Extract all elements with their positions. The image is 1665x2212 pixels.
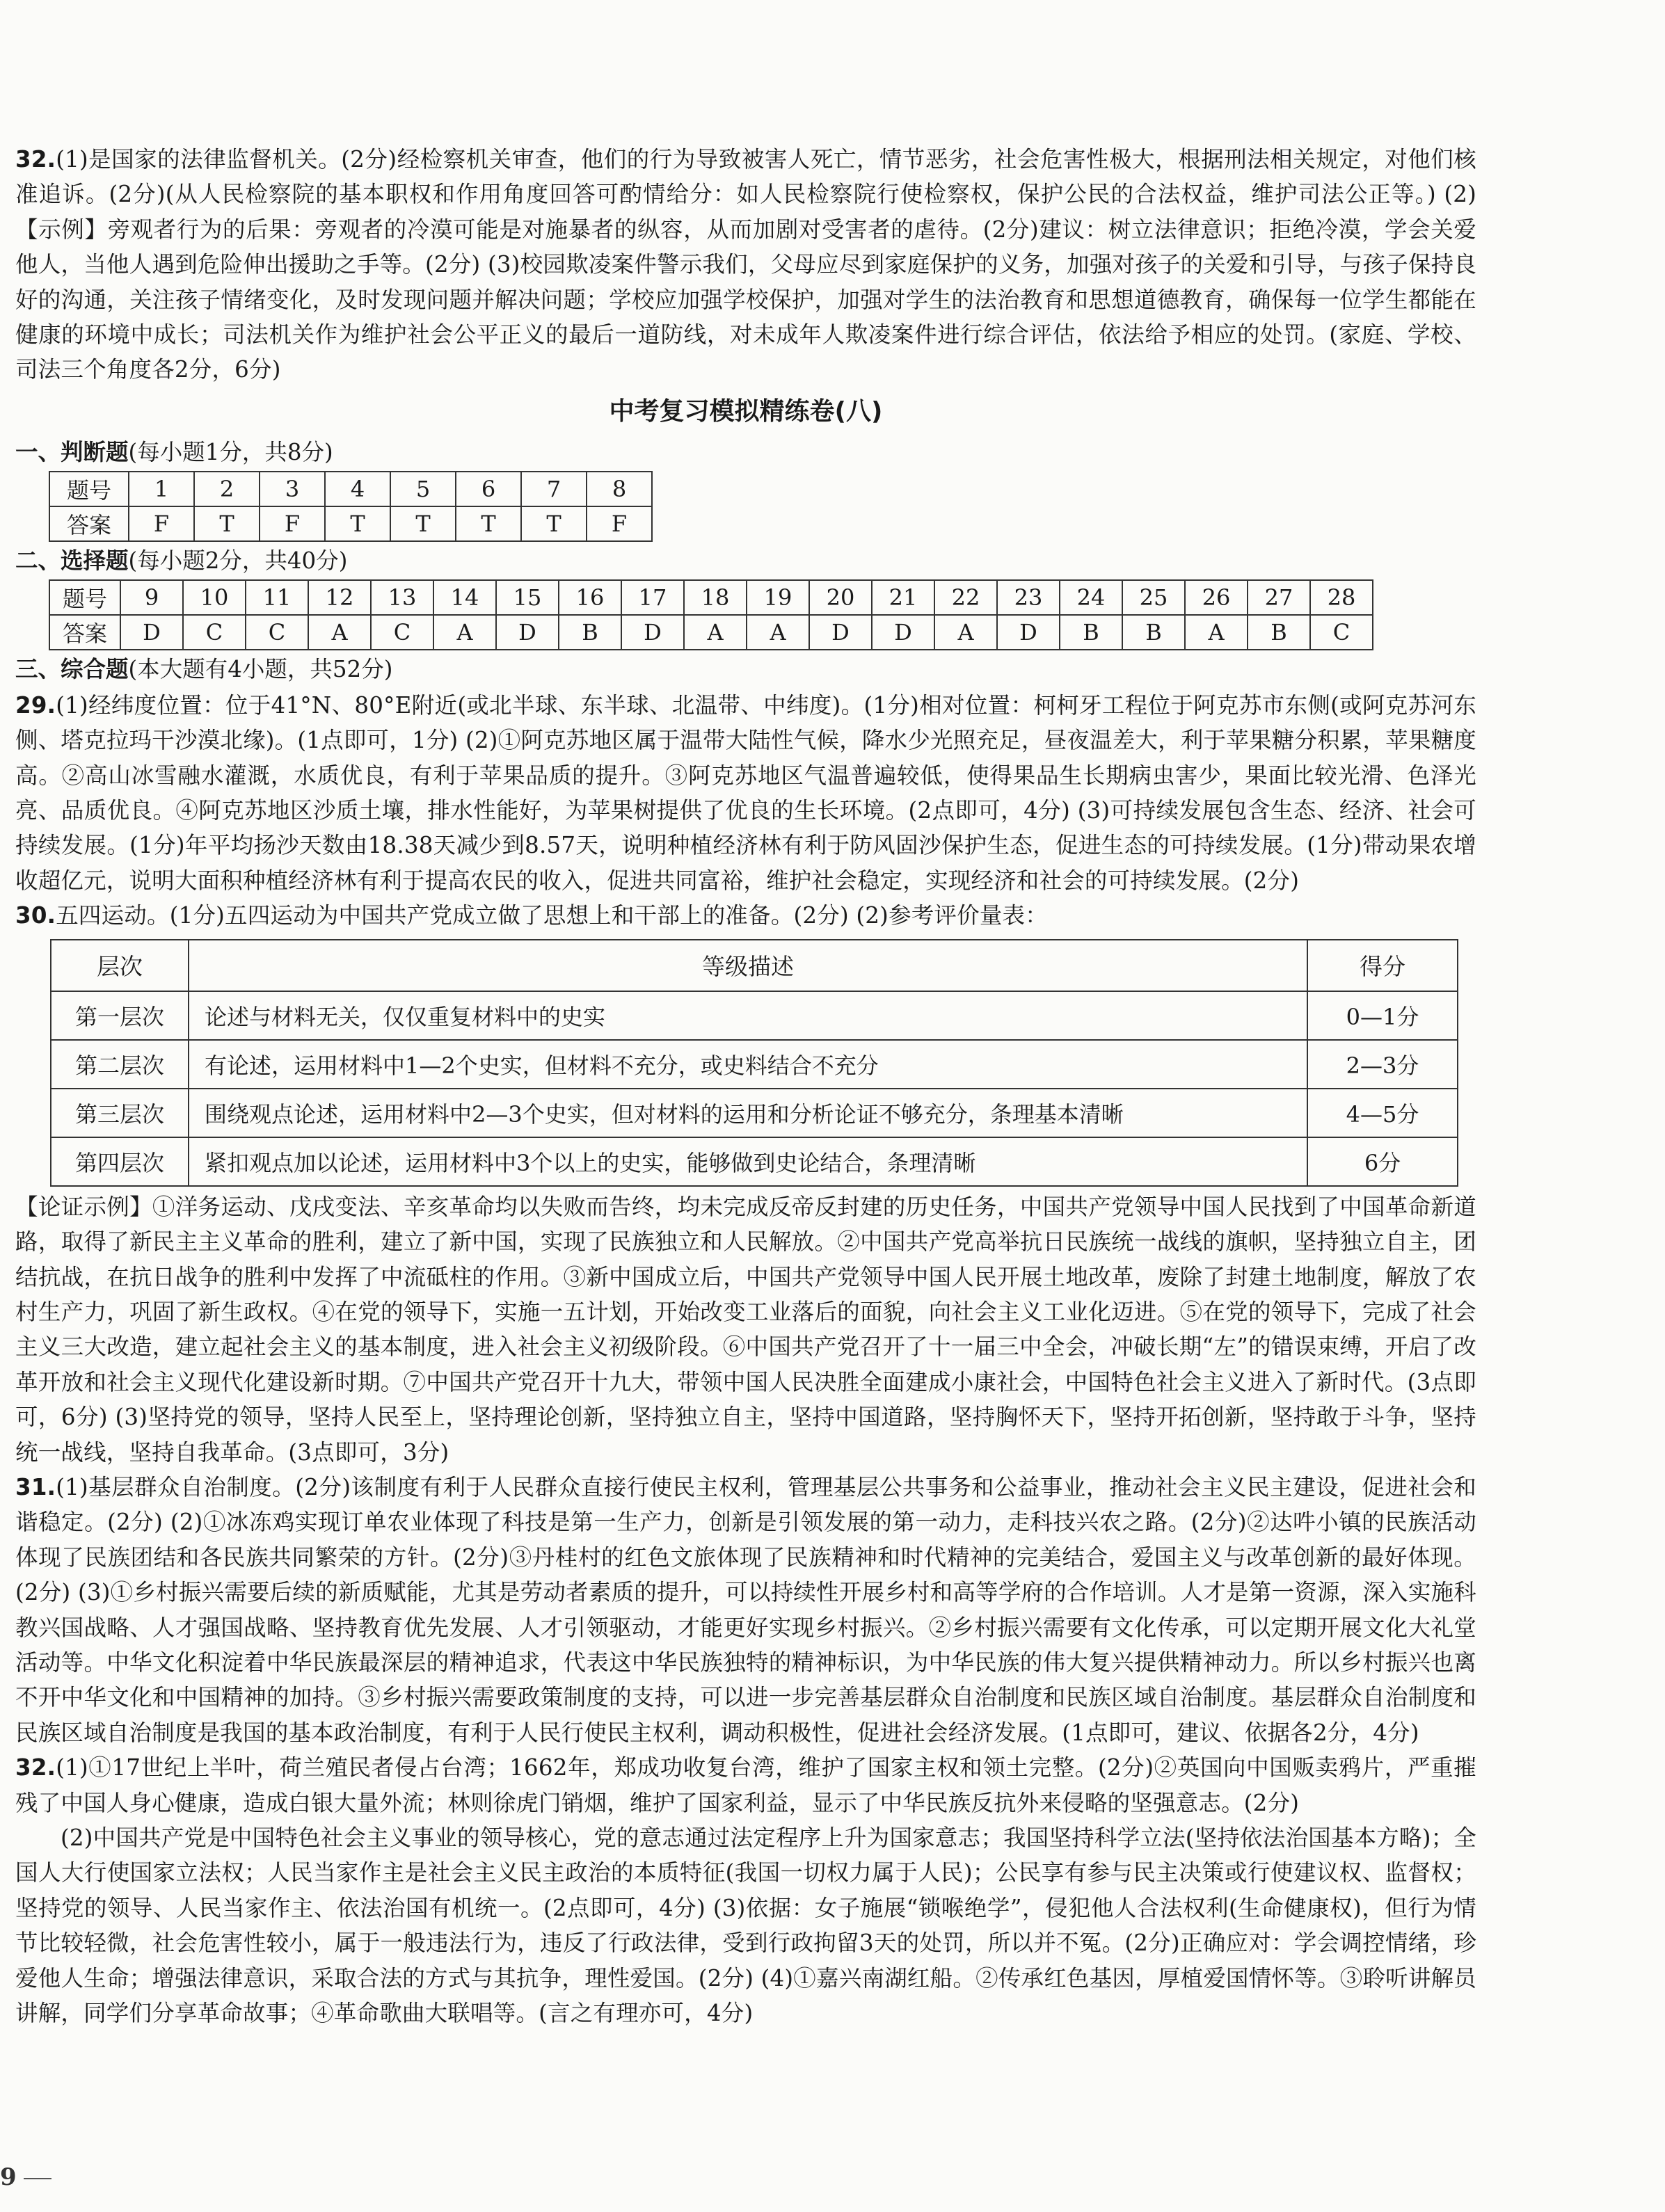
choice-number-cell: 24 bbox=[1060, 580, 1122, 615]
description-cell: 论述与材料无关，仅仅重复材料中的史实 bbox=[189, 991, 1307, 1040]
score-column-header: 得分 bbox=[1307, 940, 1458, 991]
q29-number: 29. bbox=[15, 691, 56, 719]
q32-text-part2: (2)中国共产党是中国特色社会主义事业的领导核心，党的意志通过法定程序上升为国家意志；我国坚持科学立法(坚持依法治国基本方略)；全国人大行使国家立法权；人民当家作主是社会主义民主政治的本质特征(我国一切权力属于人民)；公民享有参与民主决策或行使建议权、监督权；坚持党的领导、人民当家作主、依法治国有机统一。(2点即可，4分) (3)依据：女子施展“锁喉绝学”，侵犯他人合法权利(生命健康权)，但行为情节比较轻微，社会危害性较小，属于一般违法行为，违反了行政法律，受到行政拘留3天的处罚，所以并不冤。(2分)正确应对：学会调控情绪，珍爱他人生命；增强法律意识，采取合法的方式与其抗争，理性爱国。(2分) (4)①嘉兴南湖红船。②传承红色基因，厚植爱国情怀等。③聆听讲解员讲解，同学们分享革命故事；④革命歌曲大联唱等。(言之有理亦可，4分) bbox=[15, 1825, 1476, 2027]
choice-answer-cell: A bbox=[684, 615, 747, 650]
description-cell: 有论述，运用材料中1—2个史实，但材料不充分，或史料结合不充分 bbox=[189, 1040, 1307, 1089]
choice-answer-cell: B bbox=[1122, 615, 1185, 650]
choice-answer-cell: D bbox=[621, 615, 684, 650]
judge-answer-cell: T bbox=[194, 506, 260, 541]
judge-row1-header: 题号 bbox=[49, 472, 129, 506]
table-row bbox=[51, 1137, 1458, 1186]
choice-number-cell: 14 bbox=[433, 580, 496, 615]
q30-answer bbox=[15, 898, 1476, 933]
description-column-header: 等级描述 bbox=[189, 940, 1307, 991]
score-cell: 6分 bbox=[1307, 1137, 1458, 1186]
score-cell: 0—1分 bbox=[1307, 991, 1458, 1040]
judge-answer-cell: T bbox=[390, 506, 456, 541]
section2-note: (每小题2分，共40分) bbox=[128, 547, 348, 574]
exam-title: 中考复习模拟精练卷(八) bbox=[609, 396, 883, 426]
choice-answer-cell: D bbox=[997, 615, 1060, 650]
evaluation-header-row bbox=[51, 940, 1458, 991]
choice-number-cell: 22 bbox=[934, 580, 997, 615]
q32-answer bbox=[15, 1750, 1476, 1820]
section3-heading bbox=[15, 650, 1476, 688]
q31-text: (1)基层群众自治制度。(2分)该制度有利于人民群众直接行使民主权利，管理基层公共事务和公益事业，推动社会主义民主建设，促进社会和谐稳定。(2分) (2)①冰冻鸡实现订单农业体现了科技是第一生产力，创新是引领发展的第一动力，走科技兴农之路。(2分)②达吽小镇的民族活动体现了民族团结和各民族共同繁荣的方针。(2分)③丹桂村的红色文旅体现了民族精神和时代精神的完美结合，爱国主义与改革创新的最好体现。(2分) (3)①乡村振兴需要后续的新质赋能，尤其是劳动者素质的提升，可以持续性开展乡村和高等学府的合作培训。人才是第一资源，深入实施科教兴国战略、人才强国战略、坚持教育优先发展、人才引领驱动，才能更好实现乡村振兴。②乡村振兴需要有文化传承，可以定期开展文化大礼堂活动等。中华文化积淀着中华民族最深层的精神追求，代表这中华民族独特的精神标识，为中华民族的伟大复兴提供精神动力。所以乡村振兴也离不开中华文化和中国精神的加持。③乡村振兴需要政策制度的支持，可以进一步完善基层群众自治制度和民族区域自治制度。基层群众自治制度和民族区域自治制度是我国的基本政治制度，有利于人民行使民主权利，调动积极性，促进社会经济发展。(1点即可，建议、依据各2分，4分) bbox=[15, 1473, 1476, 1746]
choice-number-cell: 27 bbox=[1248, 580, 1310, 615]
judge-number-cell: 8 bbox=[587, 472, 652, 506]
choice-answer-cell: D bbox=[120, 615, 183, 650]
choice-answer-cell: D bbox=[809, 615, 872, 650]
section3-note: (本大题有4小题，共52分) bbox=[128, 655, 393, 682]
choice-answer-cell: B bbox=[1248, 615, 1310, 650]
judge-answer-table bbox=[49, 471, 653, 542]
table-row bbox=[51, 1089, 1458, 1137]
choice-answer-cell: C bbox=[371, 615, 433, 650]
choice-answer-cell: A bbox=[747, 615, 809, 650]
q31-number: 31. bbox=[15, 1473, 56, 1500]
judge-number-cell: 5 bbox=[390, 472, 456, 506]
choice-row2-header: 答案 bbox=[49, 615, 120, 650]
q32-prev-answer bbox=[15, 142, 1476, 387]
table-row bbox=[51, 1040, 1458, 1089]
judge-answer-row bbox=[49, 506, 652, 541]
score-cell: 2—3分 bbox=[1307, 1040, 1458, 1089]
judge-number-cell: 6 bbox=[456, 472, 521, 506]
choice-number-cell: 17 bbox=[621, 580, 684, 615]
q32-number: 32. bbox=[15, 1754, 56, 1781]
choice-number-cell: 15 bbox=[496, 580, 559, 615]
evaluation-scale-table bbox=[50, 939, 1458, 1187]
choice-number-cell: 9 bbox=[120, 580, 183, 615]
page-number-rule bbox=[24, 2178, 51, 2179]
judge-answer-cell: T bbox=[325, 506, 390, 541]
q29-text: (1)经纬度位置：位于41°N、80°E附近(或北半球、东半球、北温带、中纬度)。(1分)相对位置：柯柯牙工程位于阿克苏市东侧(或阿克苏河东侧、塔克拉玛干沙漠北缘)。(1点即可，1分) (2)①阿克苏地区属于温带大陆性气候，降水少光照充足，昼夜温差大，利于苹果糖分积累，苹果糖度高。②高山冰雪融水灌溉，水质优良，有利于苹果品质的提升。③阿克苏地区气温普遍较低，使得果品生长期病虫害少，果面比较光滑、色泽光亮、品质优良。④阿克苏地区沙质土壤，排水性能好，为苹果树提供了优良的生长环境。(2点即可，4分) (3)可持续发展包含生态、经济、社会可持续发展。(1分)年平均扬沙天数由18.38天减少到8.57天，说明种植经济林有利于防风固沙保护生态，促进生态的可持续发展。(1分)带动果农增收超亿元，说明大面积种植经济林有利于提高农民的收入，促进共同富裕，维护社会稳定，实现经济和社会的可持续发展。(2分) bbox=[15, 691, 1476, 894]
choice-answer-row bbox=[49, 615, 1373, 650]
q32-text-part1: (1)①17世纪上半叶，荷兰殖民者侵占台湾；1662年，郑成功收复台湾，维护了国家主权和领土完整。(2分)②英国向中国贩卖鸦片，严重摧残了中国人身心健康，造成白银大量外流；林则徐虎门销烟，维护了国家利益，显示了中华民族反抗外来侵略的坚强意志。(2分) bbox=[15, 1754, 1476, 1816]
level-cell: 第四层次 bbox=[51, 1137, 189, 1186]
description-cell: 围绕观点论述，运用材料中2—3个史实，但对材料的运用和分析论证不够充分，条理基本清晰 bbox=[189, 1089, 1307, 1137]
choice-number-cell: 28 bbox=[1310, 580, 1373, 615]
judge-answer-cell: F bbox=[587, 506, 652, 541]
judge-number-cell: 2 bbox=[194, 472, 260, 506]
level-cell: 第二层次 bbox=[51, 1040, 189, 1089]
page-number-text: 9 bbox=[0, 2163, 17, 2191]
choice-answer-cell: B bbox=[1060, 615, 1122, 650]
choice-answer-cell: D bbox=[496, 615, 559, 650]
judge-answer-cell: F bbox=[129, 506, 194, 541]
section3-label: 三、综合题 bbox=[15, 655, 129, 682]
choice-number-cell: 20 bbox=[809, 580, 872, 615]
choice-answer-cell: A bbox=[934, 615, 997, 650]
section1-note: (每小题1分，共8分) bbox=[128, 438, 333, 465]
choice-answer-cell: C bbox=[183, 615, 246, 650]
choice-answer-cell: A bbox=[308, 615, 371, 650]
choice-number-cell: 18 bbox=[684, 580, 747, 615]
section1-heading bbox=[15, 433, 1476, 471]
choice-answer-cell: C bbox=[246, 615, 308, 650]
section1-label: 一、判断题 bbox=[15, 438, 129, 465]
q30-example: 【论证示例】①洋务运动、戊戌变法、辛亥革命均以失败而告终，均未完成反帝反封建的历史任务，中国共产党领导中国人民找到了中国革命新道路，取得了新民主主义革命的胜利，建立了新中国，实现了民族独立和人民解放。②中国共产党高举抗日民族统一战线的旗帜，坚持独立自主，团结抗战，在抗日战争的胜利中发挥了中流砥柱的作用。③新中国成立后，中国共产党领导中国人民开展土地改革，废除了封建土地制度，解放了农村生产力，巩固了新生政权。④在党的领导下，实施一五计划，开始改变工业落后的面貌，向社会主义工业化迈进。⑤在党的领导下，完成了社会主义三大改造，建立起社会主义的基本制度，进入社会主义初级阶段。⑥中国共产党召开了十一届三中全会，冲破长期“左”的错误束缚，开启了改革开放和社会主义现代化建设新时期。⑦中国共产党召开十九大，带领中国人民决胜全面建成小康社会，中国特色社会主义进入了新时代。(3点即可，6分) (3)坚持党的领导，坚持人民至上，坚持理论创新，坚持独立自主，坚持中国道路，坚持胸怀天下，坚持开拓创新，坚持敢于斗争，坚持统一战线，坚持自我革命。(3点即可，3分) bbox=[15, 1193, 1476, 1466]
judge-number-cell: 7 bbox=[521, 472, 587, 506]
q31-answer bbox=[15, 1470, 1476, 1750]
q32-prev-number: 32. bbox=[15, 146, 56, 173]
q32-prev-text: (1)是国家的法律监督机关。(2分)经检察机关审查，他们的行为导致被害人死亡，情节恶劣，社会危害性极大，根据刑法相关规定，对他们核准追诉。(2分)(从人民检察院的基本职权和作用角度回答可酌情给分：如人民检察院行使检察权，保护公民的合法权益，维护司法公正等。) (2)【示例】旁观者行为的后果：旁观者的冷漠可能是对施暴者的纵容，从而加剧对受害者的虐待。(2分)建议：树立法律意识；拒绝冷漠，学会关爱他人，当他人遇到危险伸出援助之手等。(2分) (3)校园欺凌案件警示我们，父母应尽到家庭保护的义务，加强对孩子的关爱和引导，与孩子保持良好的沟通，关注孩子情绪变化，及时发现问题并解决问题；学校应加强学校保护，加强对学生的法治教育和思想道德教育，确保每一位学生都能在健康的环境中成长；司法机关作为维护社会公平正义的最后一道防线，对未成年人欺凌案件进行综合评估，依法给予相应的处罚。(家庭、学校、司法三个角度各2分，6分) bbox=[15, 146, 1476, 383]
description-cell: 紧扣观点加以论述，运用材料中3个以上的史实，能够做到史论结合，条理清晰 bbox=[189, 1137, 1307, 1186]
choice-number-cell: 25 bbox=[1122, 580, 1185, 615]
judge-number-row bbox=[49, 472, 652, 506]
choice-answer-table bbox=[49, 579, 1373, 650]
choice-number-cell: 10 bbox=[183, 580, 246, 615]
judge-answer-cell: T bbox=[456, 506, 521, 541]
judge-answer-cell: T bbox=[521, 506, 587, 541]
section2-label: 二、选择题 bbox=[15, 547, 129, 574]
level-column-header: 层次 bbox=[51, 940, 189, 991]
choice-number-cell: 16 bbox=[559, 580, 621, 615]
score-cell: 4—5分 bbox=[1307, 1089, 1458, 1137]
choice-row1-header: 题号 bbox=[49, 580, 120, 615]
choice-number-row bbox=[49, 580, 1373, 615]
table-row bbox=[51, 991, 1458, 1040]
choice-number-cell: 12 bbox=[308, 580, 371, 615]
level-cell: 第一层次 bbox=[51, 991, 189, 1040]
level-cell: 第三层次 bbox=[51, 1089, 189, 1137]
judge-number-cell: 4 bbox=[325, 472, 390, 506]
q30-number: 30. bbox=[15, 902, 56, 929]
choice-answer-cell: C bbox=[1310, 615, 1373, 650]
choice-number-cell: 26 bbox=[1185, 580, 1248, 615]
page-number bbox=[0, 2163, 51, 2191]
choice-number-cell: 13 bbox=[371, 580, 433, 615]
q32-answer-continued bbox=[15, 1820, 1476, 2030]
choice-answer-cell: A bbox=[1185, 615, 1248, 650]
choice-answer-cell: D bbox=[872, 615, 934, 650]
section2-heading bbox=[15, 542, 1476, 579]
choice-answer-cell: B bbox=[559, 615, 621, 650]
q29-answer bbox=[15, 688, 1476, 898]
judge-number-cell: 3 bbox=[260, 472, 325, 506]
choice-number-cell: 19 bbox=[747, 580, 809, 615]
choice-number-cell: 11 bbox=[246, 580, 308, 615]
judge-row2-header: 答案 bbox=[49, 506, 129, 541]
q30-text: 五四运动。(1分)五四运动为中国共产党成立做了思想上和干部上的准备。(2分) (2)参考评价量表： bbox=[56, 902, 1048, 929]
answer-page bbox=[15, 142, 1476, 2030]
judge-number-cell: 1 bbox=[129, 472, 194, 506]
choice-number-cell: 23 bbox=[997, 580, 1060, 615]
choice-number-cell: 21 bbox=[872, 580, 934, 615]
judge-answer-cell: F bbox=[260, 506, 325, 541]
choice-answer-cell: A bbox=[433, 615, 496, 650]
